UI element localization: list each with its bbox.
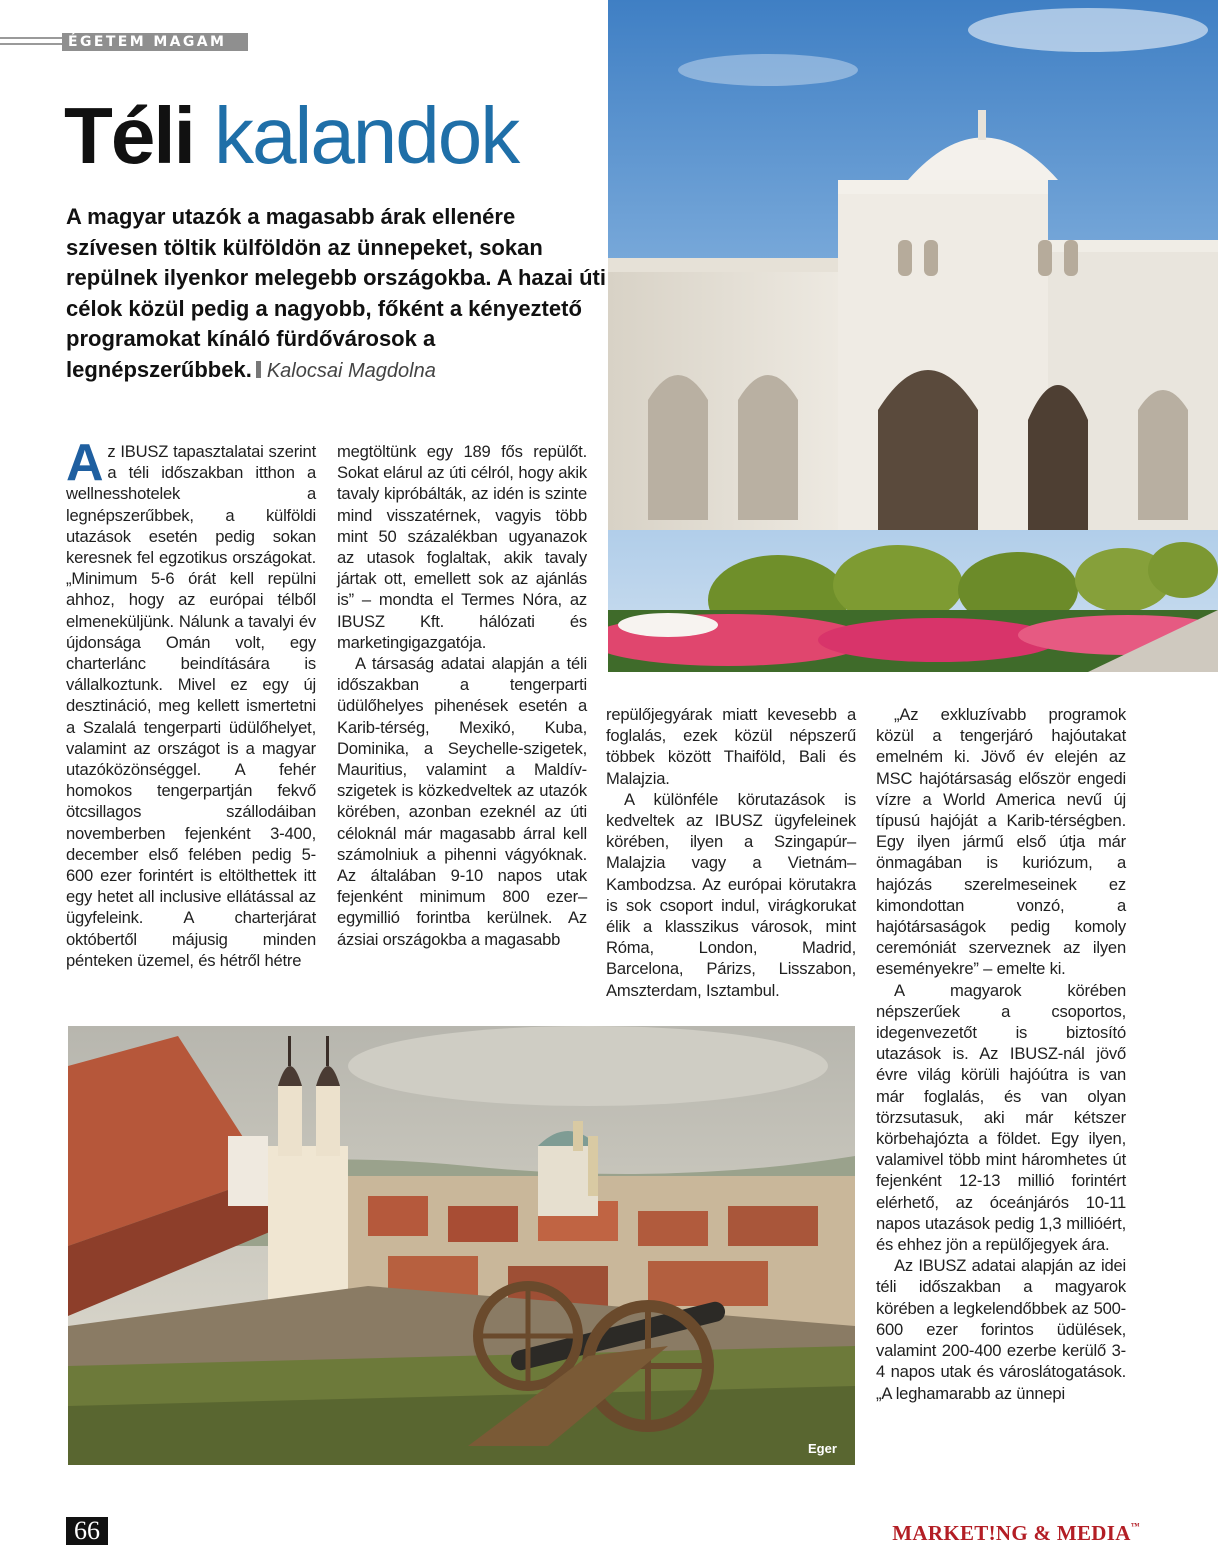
brand-name: MARKET!NG & MEDIA [892, 1521, 1131, 1545]
lead-separator [256, 361, 261, 378]
article-title [64, 86, 518, 186]
paragraph: megtöltünk egy 189 fős repülőt. Sokat elárul az úti célról, hogy akik tavaly kipróbálták, az idén is szinte mind visszatérnek, vagyis több mint 50 százalékban ugyanazok az utasok foglaltak, akik tavaly jártak ott, emellett sok az ajánlás is” – mondta el Termes Nóra, az IBUSZ Kft. hálózati és marketingigazgatója. [337, 442, 587, 652]
author-name: Kalocsai Magdolna [266, 359, 436, 382]
body-column-3 [606, 704, 856, 1001]
title-bold: Téli [64, 91, 194, 180]
title-light: kalandok [214, 91, 519, 180]
paragraph: A különféle körutazások is kedveltek az IBUSZ ügyfeleinek körében, ilyen a Szingapúr–Malajzia vagy a Vietnám–Kambodzsa. Az európai körutakra is sok csoport indul, virágkorukat élik a klasszikus városok, mint Róma, London, Madrid, Barcelona, Párizs, Lisszabon, Amszterdam, Isztambul. [606, 789, 856, 1000]
eger-photo [68, 1026, 855, 1465]
article-lead [66, 202, 606, 386]
paragraph: „Az exkluzívabb programok közül a tengerjáró hajóutakat emelném ki. Jövő év elején az MSC hajótársaság először engedi vízre a World America nevű új típusú hajóját a Karib-térségben. Egy ilyen jármű első útja már önmagában is kuriózum, a hajózás szerelmeseinek ez kimondottan vonzó, a hajótársaságok pedig komoly ceremóniát szerveznek az ilyen eseményekre” – emelte ki. [876, 705, 1126, 979]
paragraph: A magyarok körében népszerűek a csoportos, idegenvezetőt is biztosító utazások is. Az IBUSZ-nál jövő évre világ körüli hajóútra is van már foglalás, és van olyan törzsutasuk, aki már kétszer körbehajózta a földet. Egy ilyen, valamivel több mint háromhetes út fejenként 12-13 millió forintért elérhető, az óceánjárós 10-11 napos utazások pedig 1,3 millióért, és ehhez jön a repülőjegyek ára. [876, 980, 1126, 1255]
paragraph [66, 434, 316, 971]
brand-logo [892, 1521, 1140, 1546]
brand-trademark: ™ [1130, 1521, 1140, 1531]
paragraph: repülőjegyárak miatt kevesebb a foglalás, ezek közül népszerű többek között Thaiföld, Bali és Malajzia. [606, 705, 856, 788]
lead-text: A magyar utazók a magasabb árak ellenére szívesen töltik külföldön az ünnepeket, sokan repülnek ilyenkor melegebb országokba. A hazai úti célok közül pedig a nagyobb, főként a kényeztető programokat kínáló fürdővárosok a legnépszerűbbek. [66, 204, 606, 382]
paragraph: Az IBUSZ adatai alapján az idei téli időszakban a magyarok körében a legkelendőbbek az 500-600 ezer forintos üdülések, valamint 200-400 ezerbe kerülő 3-4 napos utak és városlátogatások. „A leghamarabb az ünnepi [876, 1256, 1126, 1403]
palace-photo [608, 0, 1218, 672]
paragraph-text: z IBUSZ tapasztalatai szerint a téli időszakban itthon a wellnesshotelek a legnépszerűbbek, a külföldi utazások esetén pedig sokan keresnek fel egzotikus országokat. „Minimum 5-6 órát kell repülni ahhoz, hogy az európai télből elmeneküljünk. Nálunk a tavalyi év újdonsága Omán volt, egy charterlánc beindítására is vállalkoztunk. Mivel ez egy új desztináció, meg kellett ismertetni a Szalalá tengerparti üdülőhelyet, valamint az országot is a magyar utazóközönséggel. A fehér homokos tengerpartján fekvő ötcsillagos szállodáiban novemberben fejenként 3-400, december első felében pedig 5-600 ezer forintért is eltölthettek itt egy hetet all inclusive ellátással az ügyfeleink. A charterjárat októbertől májusig minden pénteken üzemel, és hétről hétre [66, 442, 316, 970]
body-column-2 [337, 441, 587, 950]
photo-caption: Eger [808, 1441, 837, 1456]
body-column-4 [876, 704, 1126, 1404]
body-column-1 [66, 434, 316, 971]
section-label: ÉGETEM MAGAM [62, 33, 248, 51]
section-rule [0, 34, 62, 48]
drop-cap: A [66, 434, 104, 492]
page-number: 66 [66, 1517, 108, 1545]
paragraph: A társaság adatai alapján a téli időszakban a tengerparti üdülőhelyes pihenések esetén a Karib-térség, Mexikó, Kuba, Dominika, a Seychelle-szigetek, Mauritius, valamint a Maldív-szigetek is közkedveltek az utazók körében, azonban ezeknél az úti céloknál már magasabb árral kell számolniuk a pihenni vágyóknak. Az általában 9-10 napos utak fejenként minimum 800 ezer–egymillió forintba kerülnek. Az ázsiai országokba a magasabb [337, 654, 587, 949]
